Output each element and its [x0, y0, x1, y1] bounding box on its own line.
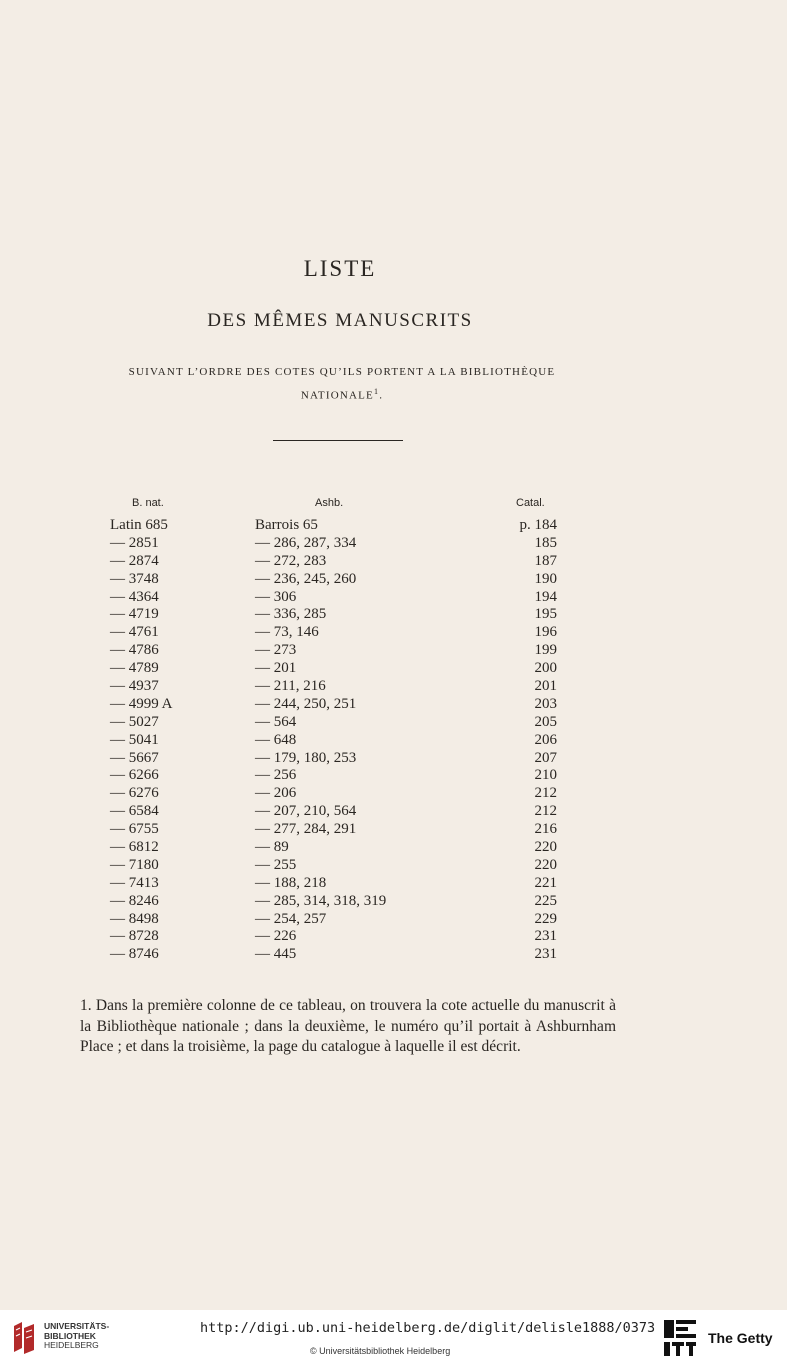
cell-bnat: — 8498 — [110, 910, 159, 927]
cell-ashb: — 564 — [255, 713, 297, 730]
footer-bar — [0, 1310, 787, 1366]
university-library-logo-icon[interactable] — [10, 1318, 40, 1358]
cell-catal: 194 — [534, 588, 557, 605]
cell-ashb: — 179, 180, 253 — [255, 749, 357, 766]
cell-bnat: — 5027 — [110, 713, 159, 730]
cell-bnat: — 6276 — [110, 785, 159, 802]
cell-catal: 212 — [534, 785, 557, 802]
cell-bnat: — 6812 — [110, 839, 159, 856]
cell-catal: 220 — [534, 839, 557, 856]
cell-ashb: — 255 — [255, 856, 297, 873]
table-row — [0, 713, 787, 731]
cell-ashb: — 648 — [255, 731, 297, 748]
getty-logo-icon[interactable] — [662, 1318, 698, 1358]
cell-ashb: — 445 — [255, 946, 297, 963]
footnote: 1. Dans la première colonne de ce tableau, on trouvera la cote actuelle du manuscrit à la Bibliothèque nationale ; dans la deuxième, le numéro qu’il portait à Ashburnham Place ; et dans la troisième, la page du catalogue à laquelle il est décrit. — [80, 997, 616, 1055]
caption-line-2: NATIONALE$^1$. — [300, 387, 384, 402]
cell-catal: 205 — [534, 713, 557, 730]
cell-ashb: — 211, 216 — [255, 678, 326, 695]
cell-catal: 229 — [534, 910, 557, 927]
cell-catal: 220 — [534, 856, 557, 873]
caption-line-1: SUIVANT L’ORDRE DES COTES QU’ILS PORTENT A LA BIBLIOTHÈQUE — [128, 366, 556, 378]
table-row — [0, 820, 787, 838]
page-subtitle: DES MÊMES MANUSCRITS — [207, 310, 473, 331]
table-row — [0, 749, 787, 767]
cell-catal: 207 — [534, 749, 557, 766]
table-row — [0, 731, 787, 749]
cell-bnat: — 8246 — [110, 892, 159, 909]
cell-catal: 231 — [534, 946, 557, 963]
cell-bnat: — 5041 — [110, 731, 159, 748]
table-row — [0, 874, 787, 892]
cell-ashb: — 272, 283 — [255, 552, 327, 569]
cell-bnat: — 6584 — [110, 803, 159, 820]
footnote-mark: 1 — [373, 387, 380, 396]
cell-catal: 221 — [534, 874, 557, 891]
table-row — [0, 677, 787, 695]
cell-bnat: — 4999 A — [110, 695, 173, 712]
cell-catal: 225 — [534, 892, 557, 909]
cell-ashb: — 244, 250, 251 — [255, 695, 357, 712]
caption — [100, 362, 584, 406]
cell-ashb: — 207, 210, 564 — [255, 803, 357, 820]
cell-bnat: — 7413 — [110, 874, 159, 891]
cell-catal: 206 — [534, 731, 557, 748]
cell-ashb: — 285, 314, 318, 319 — [255, 892, 387, 909]
cell-bnat: — 4719 — [110, 606, 159, 623]
cell-ashb: — 273 — [255, 642, 297, 659]
cell-catal: 231 — [534, 928, 557, 945]
cell-ashb: — 236, 245, 260 — [255, 570, 357, 587]
cell-bnat: — 8728 — [110, 928, 159, 945]
cell-catal: 185 — [534, 534, 557, 551]
cell-catal: 196 — [534, 624, 557, 641]
table-row — [0, 641, 787, 659]
cell-bnat: — 2874 — [110, 552, 159, 569]
cell-bnat: — 6755 — [110, 821, 159, 838]
cell-bnat: — 5667 — [110, 749, 159, 766]
cell-catal: 203 — [534, 695, 557, 712]
cell-bnat: — 8746 — [110, 946, 159, 963]
cell-catal: 187 — [534, 552, 557, 569]
cell-catal: 199 — [534, 642, 557, 659]
table-row — [0, 784, 787, 802]
column-header-catal: Catal. — [516, 497, 545, 509]
cell-catal: 216 — [534, 821, 557, 838]
cell-bnat: — 2851 — [110, 534, 159, 551]
table-row — [0, 945, 787, 963]
cell-bnat: — 4937 — [110, 678, 159, 695]
cell-bnat: — 3748 — [110, 570, 159, 587]
cell-ashb: — 306 — [255, 588, 297, 605]
cell-ashb: — 73, 146 — [255, 624, 319, 641]
cell-catal: 195 — [534, 606, 557, 623]
divider-rule — [273, 440, 403, 441]
cell-catal: 201 — [534, 678, 557, 695]
concordance-table — [0, 516, 787, 963]
table-row — [0, 910, 787, 928]
cell-ashb: — 336, 285 — [255, 606, 327, 623]
cell-bnat: — 6266 — [110, 767, 159, 784]
cell-ashb: — 254, 257 — [255, 910, 327, 927]
page-title: LISTE — [303, 256, 377, 281]
table-row — [0, 605, 787, 623]
table-row — [0, 766, 787, 784]
column-header-ashb: Ashb. — [315, 497, 344, 509]
cell-bnat: — 4761 — [110, 624, 159, 641]
copyright-notice: © Universitätsbibliothek Heidelberg — [310, 1346, 451, 1356]
table-row — [0, 552, 787, 570]
permalink[interactable]: http://digi.ub.uni-heidelberg.de/diglit/delisle1888/0373 — [200, 1320, 656, 1336]
table-row — [0, 856, 787, 874]
table-row — [0, 534, 787, 552]
table-row — [0, 516, 787, 534]
table-row — [0, 588, 787, 606]
table-row — [0, 570, 787, 588]
cell-ashb: — 226 — [255, 928, 297, 945]
cell-ashb: — 206 — [255, 785, 297, 802]
getty-label: The Getty — [708, 1330, 773, 1346]
cell-bnat: — 4364 — [110, 588, 159, 605]
table-row — [0, 838, 787, 856]
table-row — [0, 659, 787, 677]
cell-ashb: — 286, 287, 334 — [255, 534, 357, 551]
cell-ashb: — 89 — [255, 839, 289, 856]
table-row — [0, 892, 787, 910]
cell-ashb: Barrois 65 — [255, 517, 318, 533]
cell-catal: 210 — [534, 767, 557, 784]
cell-bnat: Latin 685 — [110, 517, 168, 533]
cell-ashb: — 256 — [255, 767, 297, 784]
library-name: UNIVERSITÄTS- BIBLIOTHEK HEIDELBERG — [44, 1321, 110, 1350]
cell-catal: 212 — [534, 803, 557, 820]
cell-bnat: — 4789 — [110, 660, 159, 677]
cell-ashb: — 201 — [255, 660, 297, 677]
table-row — [0, 695, 787, 713]
table-row — [0, 802, 787, 820]
cell-ashb: — 277, 284, 291 — [255, 821, 357, 838]
cell-catal: 200 — [534, 660, 557, 677]
cell-bnat: — 4786 — [110, 642, 159, 659]
table-row — [0, 623, 787, 641]
cell-catal: 190 — [534, 570, 557, 587]
table-row — [0, 927, 787, 945]
cell-bnat: — 7180 — [110, 856, 159, 873]
column-header-bnat: B. nat. — [132, 497, 164, 509]
cell-catal: p. 184 — [519, 517, 557, 533]
cell-ashb: — 188, 218 — [255, 874, 327, 891]
